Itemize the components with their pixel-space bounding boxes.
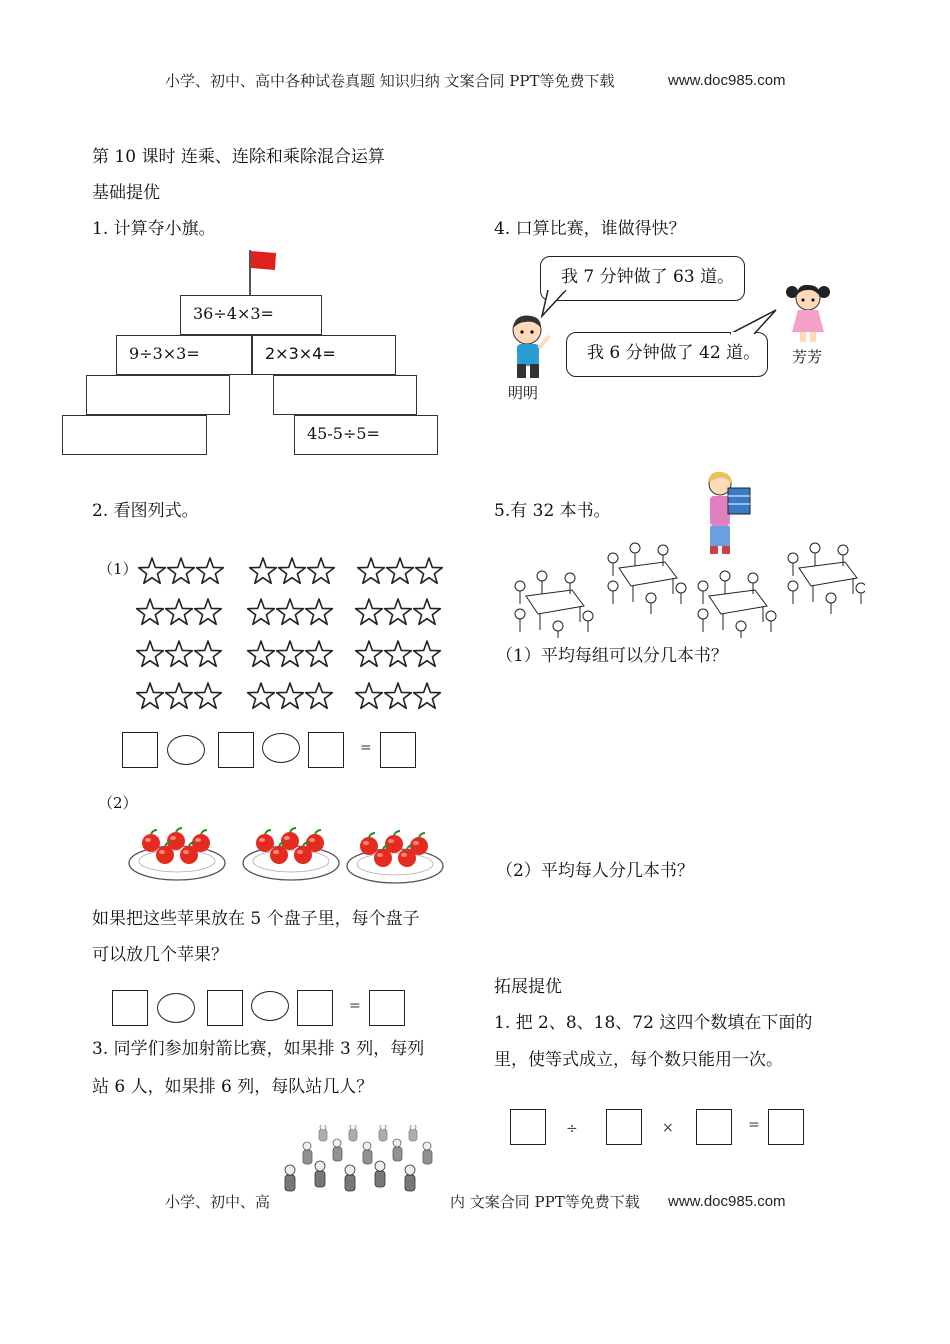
girl-fangfang-illustration	[780, 280, 836, 344]
archers-illustration	[275, 1125, 455, 1205]
page-header	[165, 70, 615, 92]
pyramid-mid-left-cell: 9÷3×3=	[116, 335, 252, 375]
pyramid-bottom-left-cell	[62, 415, 207, 455]
star-row-4	[137, 683, 441, 708]
answer-box[interactable]	[122, 732, 158, 768]
plate-1	[129, 828, 225, 880]
plate-2	[243, 828, 339, 880]
operator-oval[interactable]	[167, 735, 205, 765]
operator-oval[interactable]	[157, 993, 195, 1023]
pyramid-low-left-cell	[86, 375, 230, 415]
q4-title: 4. 口算比赛，谁做得快？	[494, 219, 686, 239]
q5-sub2: （2）平均每人分几本书？	[496, 861, 694, 881]
star-row-3	[137, 641, 441, 666]
operator-oval[interactable]	[262, 733, 300, 763]
answer-box[interactable]	[308, 732, 344, 768]
boy-mingming-illustration	[505, 312, 555, 380]
result-box[interactable]	[768, 1109, 804, 1145]
pyramid-mid-right-cell: 2×3×4=	[252, 335, 396, 375]
plate-3	[347, 831, 443, 883]
speech-bubble-fangfang: 我 6 分钟做了 42 道。	[566, 332, 768, 377]
pyramid-top-cell: 36÷4×3=	[180, 295, 322, 335]
pyramid-bottom-right-cell: 45-5÷5=	[294, 415, 438, 455]
section-extend: 拓展提优	[494, 977, 562, 997]
answer-box[interactable]	[696, 1109, 732, 1145]
archer-row-2	[303, 1139, 432, 1164]
flag-icon	[240, 248, 280, 298]
equals-sign: =	[360, 740, 372, 756]
operator-oval[interactable]	[251, 991, 289, 1021]
footer-left: 小学、初中、高	[165, 1193, 271, 1211]
star-grid	[130, 550, 450, 720]
q3-line1: 3. 同学们参加射箭比赛，如果排 3 列，每列	[92, 1039, 425, 1059]
divide-sign: ÷	[566, 1121, 578, 1137]
times-sign: ×	[662, 1120, 674, 1136]
answer-box[interactable]	[510, 1109, 546, 1145]
student-groups-illustration	[505, 538, 865, 638]
answer-box[interactable]	[112, 990, 148, 1026]
q2-part1-label: （1）	[98, 560, 138, 578]
name-fangfang: 芳芳	[792, 348, 823, 366]
q3-line2: 站 6 人，如果排 6 列，每队站几人？	[92, 1077, 374, 1097]
ext1-line2: 里，使等式成立，每个数只能用一次。	[494, 1050, 783, 1070]
q5-sub1: （1）平均每组可以分几本书？	[496, 646, 728, 666]
header-text: 小学、初中、高中各种试卷真题 知识归纳 文案合同 PPT等免费下载	[165, 72, 615, 90]
equals-sign: =	[349, 998, 361, 1014]
speech-bubble-mingming: 我 7 分钟做了 63 道。	[540, 256, 745, 301]
apple-plates	[125, 822, 450, 884]
answer-box[interactable]	[218, 732, 254, 768]
result-box[interactable]	[369, 990, 405, 1026]
section-basic: 基础提优	[92, 183, 160, 203]
equals-sign: =	[748, 1117, 760, 1133]
answer-box[interactable]	[207, 990, 243, 1026]
q1-title: 1. 计算夺小旗。	[92, 219, 216, 239]
q2-part2-label: （2）	[98, 794, 138, 812]
q2-title: 2. 看图列式。	[92, 501, 199, 521]
header-site: www.doc985.com	[668, 72, 786, 89]
footer-site: www.doc985.com	[668, 1193, 786, 1210]
pyramid-low-right-cell	[273, 375, 417, 415]
bubble-tail-2	[730, 306, 780, 336]
answer-box[interactable]	[606, 1109, 642, 1145]
star-row-2	[137, 599, 441, 624]
q2-question-line1: 如果把这些苹果放在 5 个盘子里，每个盘子	[92, 909, 420, 929]
star-row-1	[139, 558, 443, 583]
q2-question-line2: 可以放几个苹果？	[92, 945, 228, 965]
ext1-line1: 1. 把 2、8、18、72 这四个数填在下面的	[494, 1013, 813, 1033]
q5-title: 5.有 32 本书。	[494, 501, 611, 521]
archer-row-1	[285, 1161, 415, 1191]
lesson-title: 第 10 课时 连乘、连除和乘除混合运算	[92, 147, 385, 167]
footer-right: 内 文案合同 PPT等免费下载	[450, 1193, 640, 1211]
result-box[interactable]	[380, 732, 416, 768]
archer-row-3	[319, 1125, 417, 1141]
name-mingming: 明明	[508, 384, 539, 402]
answer-box[interactable]	[297, 990, 333, 1026]
